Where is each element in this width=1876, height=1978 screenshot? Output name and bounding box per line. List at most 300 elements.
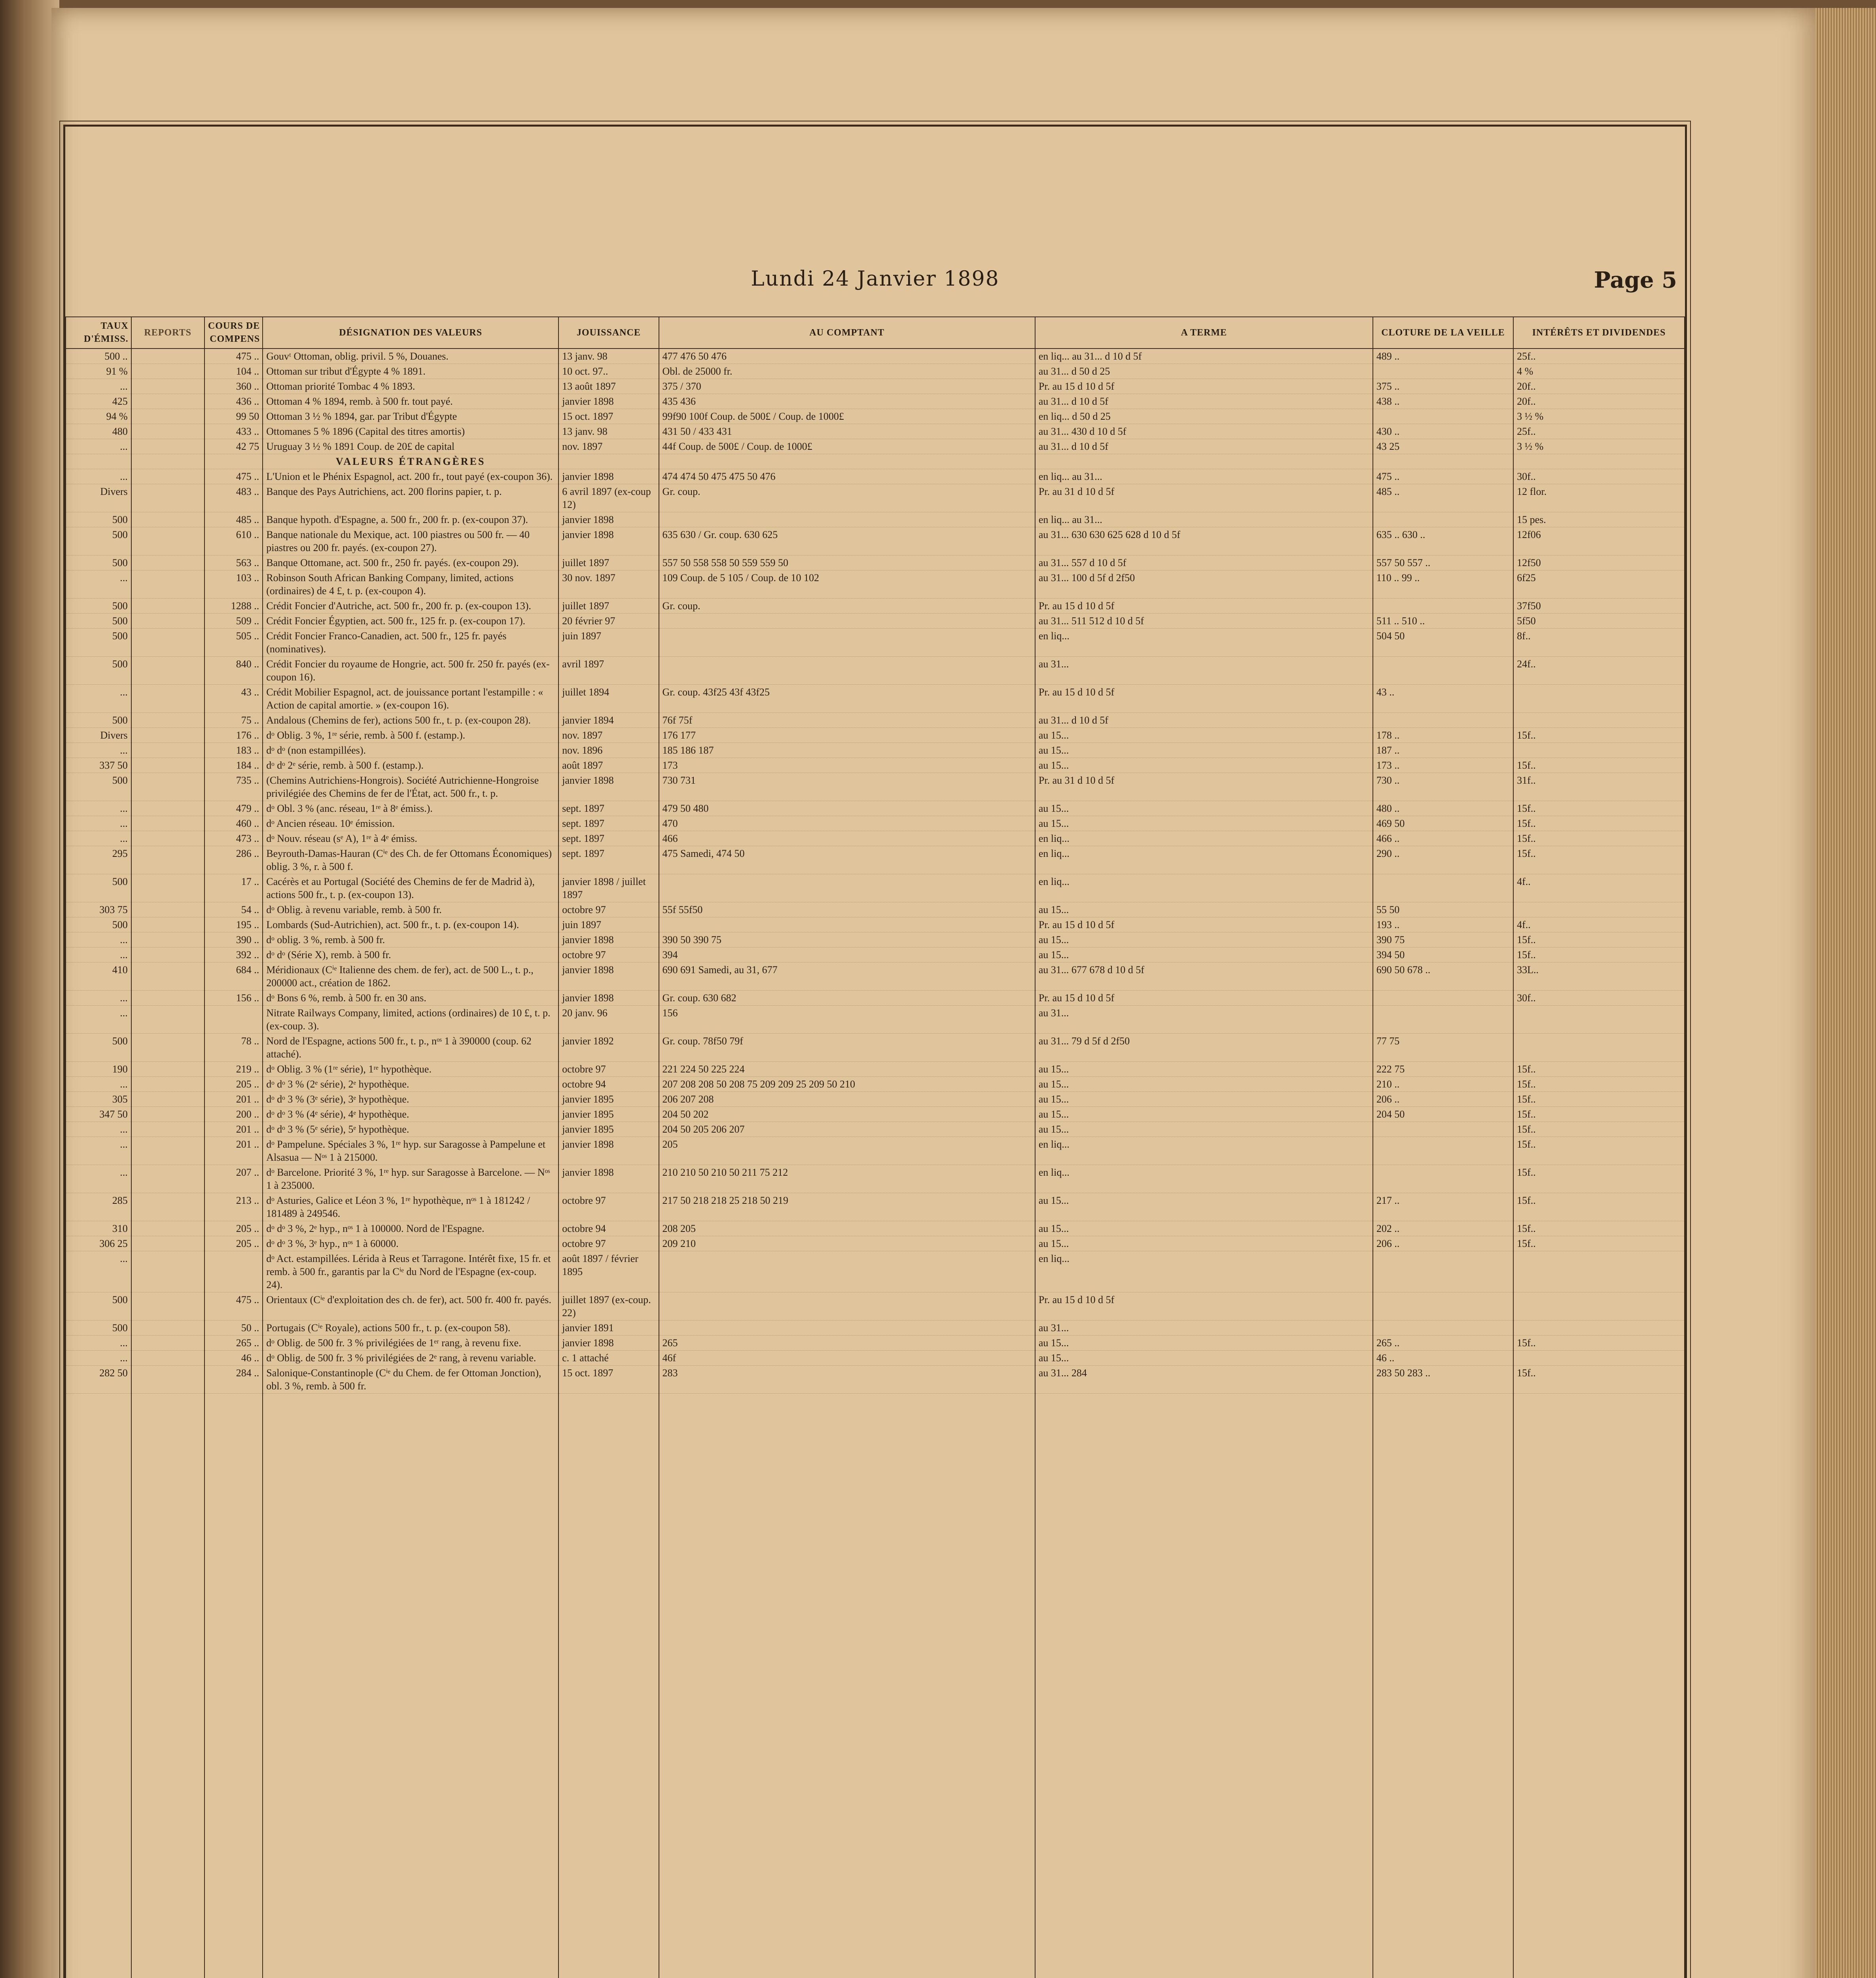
page-number: Page 5 xyxy=(1594,267,1677,293)
table-row xyxy=(66,947,1685,962)
comptant-cell: 435 436 xyxy=(659,394,1035,409)
cours-cell: 43 .. xyxy=(204,685,263,713)
terme-cell: au 31... xyxy=(1035,657,1373,685)
jouissance-cell: 15 oct. 1897 xyxy=(558,409,659,424)
taux-cell: 500 xyxy=(66,1034,131,1062)
reports-cell xyxy=(131,512,204,527)
table-row xyxy=(66,1292,1685,1321)
reports-cell xyxy=(131,932,204,947)
interets-cell: 37f50 xyxy=(1513,599,1685,614)
table-row xyxy=(66,570,1685,599)
interets-cell xyxy=(1513,1351,1685,1366)
table-row xyxy=(66,409,1685,424)
comptant-cell: Obl. de 25000 fr. xyxy=(659,364,1035,379)
table-row xyxy=(66,728,1685,743)
terme-cell: au 31... 511 512 d 10 d 5f xyxy=(1035,614,1373,629)
designation-cell: Banque hypoth. d'Espagne, a. 500 fr., 200 fr. p. (ex-coupon 37). xyxy=(263,512,558,527)
table-header-row xyxy=(66,317,1685,349)
cloture-cell xyxy=(1373,657,1513,685)
reports-cell xyxy=(131,349,204,364)
jouissance-cell: janvier 1898 xyxy=(558,932,659,947)
designation-cell: dᵒ Oblig. 3 %, 1ʳᵉ série, remb. à 500 f. (estamp.). xyxy=(263,728,558,743)
taux-cell: 500 xyxy=(66,1292,131,1321)
cloture-cell: 469 50 xyxy=(1373,816,1513,831)
table-row xyxy=(66,962,1685,991)
cours-cell: 475 .. xyxy=(204,1292,263,1321)
interets-cell: 4f.. xyxy=(1513,874,1685,902)
cloture-cell xyxy=(1373,1165,1513,1193)
taux-cell: ... xyxy=(66,379,131,394)
comptant-cell: Gr. coup. 630 682 xyxy=(659,991,1035,1006)
comptant-cell xyxy=(659,629,1035,657)
interets-cell: 15f.. xyxy=(1513,1107,1685,1122)
table-row xyxy=(66,917,1685,932)
cloture-cell: 466 .. xyxy=(1373,831,1513,846)
interets-cell: 4f.. xyxy=(1513,917,1685,932)
comptant-cell: 46f xyxy=(659,1351,1035,1366)
table-row xyxy=(66,932,1685,947)
cloture-cell: 77 75 xyxy=(1373,1034,1513,1062)
terme-cell: Pr. au 31 d 10 d 5f xyxy=(1035,484,1373,512)
cours-cell: 200 .. xyxy=(204,1107,263,1122)
terme-cell: en liq... d 50 d 25 xyxy=(1035,409,1373,424)
comptant-cell: Gr. coup. 43f25 43f 43f25 xyxy=(659,685,1035,713)
comptant-cell: 207 208 208 50 208 75 209 209 25 209 50 210 xyxy=(659,1077,1035,1092)
reports-cell xyxy=(131,1336,204,1351)
table-row xyxy=(66,743,1685,758)
table-row xyxy=(66,902,1685,917)
interets-cell: 15f.. xyxy=(1513,932,1685,947)
jouissance-cell: janvier 1895 xyxy=(558,1092,659,1107)
taux-cell: 500 xyxy=(66,512,131,527)
reports-cell xyxy=(131,816,204,831)
terme-cell: au 15... xyxy=(1035,932,1373,947)
taux-cell: 190 xyxy=(66,1062,131,1077)
terme-cell: au 15... xyxy=(1035,1077,1373,1092)
reports-cell xyxy=(131,439,204,454)
terme-cell: au 31... d 10 d 5f xyxy=(1035,394,1373,409)
cloture-cell: 46 .. xyxy=(1373,1351,1513,1366)
cours-cell: 205 .. xyxy=(204,1221,263,1236)
cours-cell: 473 .. xyxy=(204,831,263,846)
col-jouissance: JOUISSANCE xyxy=(558,317,659,349)
comptant-cell: 204 50 205 206 207 xyxy=(659,1122,1035,1137)
cours-cell: 99 50 xyxy=(204,409,263,424)
reports-cell xyxy=(131,1034,204,1062)
taux-cell: ... xyxy=(66,1122,131,1137)
terme-cell: au 15... xyxy=(1035,758,1373,773)
jouissance-cell: c. 1 attaché xyxy=(558,1351,659,1366)
jouissance-cell: juillet 1897 (ex-coup. 22) xyxy=(558,1292,659,1321)
reports-cell xyxy=(131,454,204,469)
cours-cell: 42 75 xyxy=(204,439,263,454)
reports-cell xyxy=(131,1292,204,1321)
table-row xyxy=(66,599,1685,614)
jouissance-cell: 15 oct. 1897 xyxy=(558,1366,659,1394)
cloture-cell: 475 .. xyxy=(1373,469,1513,484)
interets-cell: 15f.. xyxy=(1513,1092,1685,1107)
interets-cell: 15f.. xyxy=(1513,1193,1685,1221)
reports-cell xyxy=(131,874,204,902)
reports-cell xyxy=(131,1351,204,1366)
comptant-cell: 283 xyxy=(659,1366,1035,1394)
table-row xyxy=(66,1137,1685,1165)
table-row xyxy=(66,657,1685,685)
interets-cell xyxy=(1513,685,1685,713)
jouissance-cell: octobre 97 xyxy=(558,1062,659,1077)
cloture-cell: 173 .. xyxy=(1373,758,1513,773)
table-body xyxy=(66,349,1685,1978)
cours-cell: 509 .. xyxy=(204,614,263,629)
taux-cell: ... xyxy=(66,1336,131,1351)
taux-cell: 500 .. xyxy=(66,349,131,364)
terme-cell: Pr. au 15 d 10 d 5f xyxy=(1035,379,1373,394)
comptant-cell: 176 177 xyxy=(659,728,1035,743)
cours-cell: 176 .. xyxy=(204,728,263,743)
comptant-cell: 156 xyxy=(659,1006,1035,1034)
interets-cell xyxy=(1513,902,1685,917)
table-row xyxy=(66,1122,1685,1137)
taux-cell: 282 50 xyxy=(66,1366,131,1394)
interets-cell: 12f50 xyxy=(1513,555,1685,570)
cours-cell: 684 .. xyxy=(204,962,263,991)
jouissance-cell: 10 oct. 97.. xyxy=(558,364,659,379)
interets-cell: 4 % xyxy=(1513,364,1685,379)
designation-cell: dᵒ Bons 6 %, remb. à 500 fr. en 30 ans. xyxy=(263,991,558,1006)
cours-cell: 1288 .. xyxy=(204,599,263,614)
comptant-cell: 109 Coup. de 5 105 / Coup. de 10 102 xyxy=(659,570,1035,599)
filler-cell xyxy=(1035,1394,1373,1978)
cours-cell: 17 .. xyxy=(204,874,263,902)
taux-cell: 500 xyxy=(66,773,131,801)
terme-cell: en liq... xyxy=(1035,1251,1373,1292)
table-row xyxy=(66,1107,1685,1122)
cours-cell: 390 .. xyxy=(204,932,263,947)
comptant-cell xyxy=(659,1251,1035,1292)
jouissance-cell: janvier 1894 xyxy=(558,713,659,728)
cloture-cell: 187 .. xyxy=(1373,743,1513,758)
cloture-cell: 690 50 678 .. xyxy=(1373,962,1513,991)
cloture-cell: 557 50 557 .. xyxy=(1373,555,1513,570)
jouissance-cell: janvier 1898 xyxy=(558,962,659,991)
terme-cell: en liq... au 31... d 10 d 5f xyxy=(1035,349,1373,364)
interets-cell: 20f.. xyxy=(1513,394,1685,409)
table-row xyxy=(66,614,1685,629)
cours-cell: 195 .. xyxy=(204,917,263,932)
comptant-cell: 208 205 xyxy=(659,1221,1035,1236)
comptant-cell: Gr. coup. xyxy=(659,484,1035,512)
terme-cell: au 15... xyxy=(1035,816,1373,831)
cours-cell: 205 .. xyxy=(204,1236,263,1251)
designation-cell: dᵒ Asturies, Galice et Léon 3 %, 1ʳᵉ hypothèque, nᵒˢ 1 à 181242 / 181489 à 249546. xyxy=(263,1193,558,1221)
cours-cell: 201 .. xyxy=(204,1137,263,1165)
comptant-cell: 217 50 218 218 25 218 50 219 xyxy=(659,1193,1035,1221)
terme-cell: en liq... xyxy=(1035,874,1373,902)
cours-cell: 103 .. xyxy=(204,570,263,599)
designation-cell: dᵒ Oblig. de 500 fr. 3 % privilégiées de 1ᵉʳ rang, à revenu fixe. xyxy=(263,1336,558,1351)
terme-cell: au 15... xyxy=(1035,902,1373,917)
designation-cell: dᵒ dᵒ (non estampillées). xyxy=(263,743,558,758)
designation-cell: dᵒ Nouv. réseau (sᵉ A), 1ʳᵉ à 4ᵉ émiss. xyxy=(263,831,558,846)
table-row xyxy=(66,527,1685,555)
taux-cell: ... xyxy=(66,1006,131,1034)
table-row xyxy=(66,439,1685,454)
jouissance-cell: juillet 1894 xyxy=(558,685,659,713)
jouissance-cell: janvier 1898 xyxy=(558,469,659,484)
comptant-cell: 470 xyxy=(659,816,1035,831)
cours-cell xyxy=(204,1006,263,1034)
interets-cell: 15f.. xyxy=(1513,1122,1685,1137)
terme-cell: au 31... 284 xyxy=(1035,1366,1373,1394)
comptant-cell xyxy=(659,874,1035,902)
cours-cell: 219 .. xyxy=(204,1062,263,1077)
interets-cell: 15f.. xyxy=(1513,947,1685,962)
page-date: Lundi 24 Janvier 1898 xyxy=(751,267,1000,291)
designation-cell: dᵒ dᵒ 3 %, 3ᵉ hyp., nᵒˢ 1 à 60000. xyxy=(263,1236,558,1251)
filler-cell xyxy=(1373,1394,1513,1978)
terme-cell: Pr. au 15 d 10 d 5f xyxy=(1035,917,1373,932)
interets-cell xyxy=(1513,1292,1685,1321)
terme-cell: en liq... xyxy=(1035,1165,1373,1193)
designation-cell: (Chemins Autrichiens-Hongrois). Société Autrichienne-Hongroise privilégiée des Chemins de fer de l'État, act. 500 fr., t. p. xyxy=(263,773,558,801)
designation-cell: Banque des Pays Autrichiens, act. 200 florins papier, t. p. xyxy=(263,484,558,512)
designation-cell: dᵒ dᵒ 3 % (2ᵉ série), 2ᵉ hypothèque. xyxy=(263,1077,558,1092)
cloture-cell xyxy=(1373,454,1513,469)
reports-cell xyxy=(131,728,204,743)
comptant-cell: 690 691 Samedi, au 31, 677 xyxy=(659,962,1035,991)
designation-cell: L'Union et le Phénix Espagnol, act. 200 fr., tout payé (ex-coupon 36). xyxy=(263,469,558,484)
reports-cell xyxy=(131,379,204,394)
terme-cell: au 15... xyxy=(1035,1221,1373,1236)
section-heading-row xyxy=(66,454,1685,469)
designation-cell: dᵒ dᵒ (Série X), remb. à 500 fr. xyxy=(263,947,558,962)
reports-cell xyxy=(131,364,204,379)
interets-cell: 15f.. xyxy=(1513,1165,1685,1193)
comptant-cell: 204 50 202 xyxy=(659,1107,1035,1122)
filler-cell xyxy=(1513,1394,1685,1978)
interets-cell xyxy=(1513,1251,1685,1292)
taux-cell: ... xyxy=(66,816,131,831)
designation-cell: Cacérès et au Portugal (Société des Chemins de fer de Madrid à), actions 500 fr., t. p. (ex-coupon 13). xyxy=(263,874,558,902)
comptant-cell: 44f Coup. de 500£ / Coup. de 1000£ xyxy=(659,439,1035,454)
reports-cell xyxy=(131,1107,204,1122)
comptant-cell: 557 50 558 558 50 559 559 50 xyxy=(659,555,1035,570)
terme-cell: au 31... xyxy=(1035,1006,1373,1034)
terme-cell: Pr. au 31 d 10 d 5f xyxy=(1035,773,1373,801)
interets-cell: 3 ½ % xyxy=(1513,439,1685,454)
reports-cell xyxy=(131,902,204,917)
jouissance-cell: janvier 1898 xyxy=(558,1165,659,1193)
table-row xyxy=(66,1351,1685,1366)
designation-cell: dᵒ Barcelone. Priorité 3 %, 1ʳᵉ hyp. sur Saragosse à Barcelone. — Nᵒˢ 1 à 235000. xyxy=(263,1165,558,1193)
taux-cell: 500 xyxy=(66,657,131,685)
table-row xyxy=(66,816,1685,831)
designation-cell: dᵒ Oblig. à revenu variable, remb. à 500 fr. xyxy=(263,902,558,917)
interets-cell xyxy=(1513,1321,1685,1336)
jouissance-cell: octobre 94 xyxy=(558,1077,659,1092)
cours-cell: 46 .. xyxy=(204,1351,263,1366)
comptant-cell xyxy=(659,454,1035,469)
interets-cell xyxy=(1513,454,1685,469)
jouissance-cell: janvier 1898 xyxy=(558,527,659,555)
taux-cell: 500 xyxy=(66,599,131,614)
cours-cell: 735 .. xyxy=(204,773,263,801)
col-cours: COURS DE COMPENS xyxy=(204,317,263,349)
cloture-cell xyxy=(1373,1137,1513,1165)
table-row xyxy=(66,831,1685,846)
terme-cell: Pr. au 15 d 10 d 5f xyxy=(1035,599,1373,614)
cours-cell: 286 .. xyxy=(204,846,263,874)
jouissance-cell: 6 avril 1897 (ex-coup 12) xyxy=(558,484,659,512)
interets-cell: 5f50 xyxy=(1513,614,1685,629)
taux-cell: 500 xyxy=(66,1321,131,1336)
table-row xyxy=(66,1221,1685,1236)
cours-cell: 433 .. xyxy=(204,424,263,439)
comptant-cell xyxy=(659,657,1035,685)
taux-cell: ... xyxy=(66,1137,131,1165)
interets-cell: 15f.. xyxy=(1513,1062,1685,1077)
cours-cell: 207 .. xyxy=(204,1165,263,1193)
reports-cell xyxy=(131,1193,204,1221)
cours-cell: 205 .. xyxy=(204,1077,263,1092)
terme-cell: au 15... xyxy=(1035,1122,1373,1137)
taux-cell: Divers xyxy=(66,728,131,743)
taux-cell: ... xyxy=(66,685,131,713)
comptant-cell: 635 630 / Gr. coup. 630 625 xyxy=(659,527,1035,555)
interets-cell: 6f25 xyxy=(1513,570,1685,599)
terme-cell: au 31... 677 678 d 10 d 5f xyxy=(1035,962,1373,991)
comptant-cell: Gr. coup. xyxy=(659,599,1035,614)
reports-cell xyxy=(131,991,204,1006)
interets-cell: 15f.. xyxy=(1513,728,1685,743)
comptant-cell: 375 / 370 xyxy=(659,379,1035,394)
interets-cell: 15f.. xyxy=(1513,831,1685,846)
reports-cell xyxy=(131,962,204,991)
reports-cell xyxy=(131,1366,204,1394)
terme-cell: au 15... xyxy=(1035,1336,1373,1351)
taux-cell: 303 75 xyxy=(66,902,131,917)
designation-cell: Nord de l'Espagne, actions 500 fr., t. p., nᵒˢ 1 à 390000 (coup. 62 attaché). xyxy=(263,1034,558,1062)
terme-cell: en liq... xyxy=(1035,1137,1373,1165)
reports-cell xyxy=(131,1137,204,1165)
taux-cell: 500 xyxy=(66,917,131,932)
cours-cell: 213 .. xyxy=(204,1193,263,1221)
table-row xyxy=(66,1193,1685,1221)
taux-cell: ... xyxy=(66,801,131,816)
taux-cell: ... xyxy=(66,1351,131,1366)
comptant-cell: 205 xyxy=(659,1137,1035,1165)
table-row xyxy=(66,1366,1685,1394)
cours-cell: 184 .. xyxy=(204,758,263,773)
cloture-cell: 290 .. xyxy=(1373,846,1513,874)
designation-cell: Beyrouth-Damas-Hauran (Cⁱᵉ des Ch. de fer Ottomans Économiques) oblig. 3 %, r. à 500 f. xyxy=(263,846,558,874)
table-row xyxy=(66,846,1685,874)
designation-cell: Lombards (Sud-Autrichien), act. 500 fr., t. p. (ex-coupon 14). xyxy=(263,917,558,932)
table-row xyxy=(66,874,1685,902)
table-row xyxy=(66,364,1685,379)
reports-cell xyxy=(131,1122,204,1137)
interets-cell xyxy=(1513,1034,1685,1062)
terme-cell: au 15... xyxy=(1035,743,1373,758)
jouissance-cell: nov. 1897 xyxy=(558,439,659,454)
terme-cell: au 15... xyxy=(1035,728,1373,743)
filler-cell xyxy=(558,1394,659,1978)
jouissance-cell: janvier 1891 xyxy=(558,1321,659,1336)
jouissance-cell: janvier 1898 xyxy=(558,1336,659,1351)
col-comptant: AU COMPTANT xyxy=(659,317,1035,349)
cloture-cell: 390 75 xyxy=(1373,932,1513,947)
taux-cell: ... xyxy=(66,991,131,1006)
comptant-cell: 76f 75f xyxy=(659,713,1035,728)
terme-cell: au 31... 557 d 10 d 5f xyxy=(1035,555,1373,570)
interets-cell: 15f.. xyxy=(1513,1336,1685,1351)
cloture-cell: 202 .. xyxy=(1373,1221,1513,1236)
table-row xyxy=(66,1062,1685,1077)
designation-cell: Ottoman sur tribut d'Égypte 4 % 1891. xyxy=(263,364,558,379)
interets-cell: 15f.. xyxy=(1513,1077,1685,1092)
reports-cell xyxy=(131,469,204,484)
reports-cell xyxy=(131,394,204,409)
quotation-table xyxy=(65,316,1685,1978)
taux-cell: 295 xyxy=(66,846,131,874)
interets-cell: 15f.. xyxy=(1513,1221,1685,1236)
cloture-cell: 375 .. xyxy=(1373,379,1513,394)
designation-cell: dᵒ oblig. 3 %, remb. à 500 fr. xyxy=(263,932,558,947)
taux-cell: 347 50 xyxy=(66,1107,131,1122)
designation-cell: Banque Ottomane, act. 500 fr., 250 fr. payés. (ex-coupon 29). xyxy=(263,555,558,570)
terme-cell xyxy=(1035,454,1373,469)
jouissance-cell: 13 janv. 98 xyxy=(558,424,659,439)
cloture-cell: 110 .. 99 .. xyxy=(1373,570,1513,599)
cloture-cell xyxy=(1373,364,1513,379)
terme-cell: au 15... xyxy=(1035,947,1373,962)
cours-cell: 104 .. xyxy=(204,364,263,379)
filler-cell xyxy=(263,1394,558,1978)
jouissance-cell: janvier 1898 xyxy=(558,512,659,527)
interets-cell: 15f.. xyxy=(1513,846,1685,874)
cours-cell: 475 .. xyxy=(204,349,263,364)
taux-cell: 410 xyxy=(66,962,131,991)
terme-cell: au 15... xyxy=(1035,1351,1373,1366)
designation-cell: Ottoman 4 % 1894, remb. à 500 fr. tout payé. xyxy=(263,394,558,409)
comptant-cell: 55f 55f50 xyxy=(659,902,1035,917)
cloture-cell xyxy=(1373,1292,1513,1321)
interets-cell: 24f.. xyxy=(1513,657,1685,685)
interets-cell: 12 flor. xyxy=(1513,484,1685,512)
comptant-cell xyxy=(659,614,1035,629)
jouissance-cell: 20 janv. 96 xyxy=(558,1006,659,1034)
designation-cell: Crédit Mobilier Espagnol, act. de jouissance portant l'estampille : « Action de capital amortie. » (ex-coupon 16). xyxy=(263,685,558,713)
cours-cell: 483 .. xyxy=(204,484,263,512)
reports-cell xyxy=(131,570,204,599)
taux-cell: 337 50 xyxy=(66,758,131,773)
interets-cell xyxy=(1513,713,1685,728)
cours-cell: 610 .. xyxy=(204,527,263,555)
cours-cell: 156 .. xyxy=(204,991,263,1006)
designation-cell: Andalous (Chemins de fer), actions 500 fr., t. p. (ex-coupon 28). xyxy=(263,713,558,728)
designation-cell: Crédit Foncier Franco-Canadien, act. 500 fr., 125 fr. payés (nominatives). xyxy=(263,629,558,657)
comptant-cell: 477 476 50 476 xyxy=(659,349,1035,364)
designation-cell: Banque nationale du Mexique, act. 100 piastres ou 500 fr. — 40 piastres ou 200 fr. payés. (ex-coupon 27). xyxy=(263,527,558,555)
reports-cell xyxy=(131,1092,204,1107)
taux-cell: ... xyxy=(66,469,131,484)
taux-cell: 306 25 xyxy=(66,1236,131,1251)
jouissance-cell: 30 nov. 1897 xyxy=(558,570,659,599)
designation-cell: Robinson South African Banking Company, limited, actions (ordinaires) de 4 £, t. p. (ex-coupon 4). xyxy=(263,570,558,599)
taux-cell: 305 xyxy=(66,1092,131,1107)
reports-cell xyxy=(131,846,204,874)
table-row xyxy=(66,555,1685,570)
